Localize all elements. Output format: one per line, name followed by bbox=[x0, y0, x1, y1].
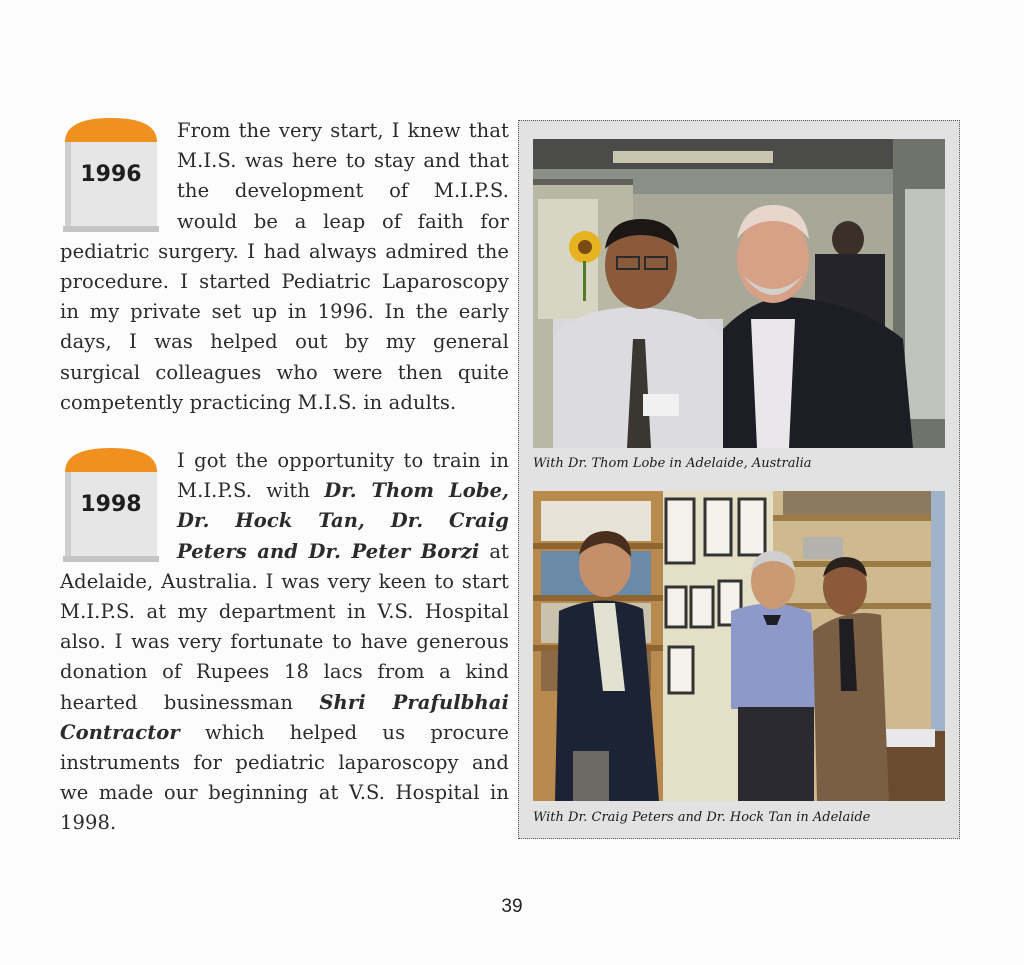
paragraph-1996 bbox=[60, 116, 509, 418]
donor-name: Shri Prafulbhai Contractor bbox=[60, 690, 509, 744]
photo-thom-lobe bbox=[533, 139, 945, 448]
milestone-year: 1996 bbox=[80, 162, 142, 187]
paragraph-1998 bbox=[60, 446, 509, 839]
paragraph-intro: I got the opportunity to train in M.I.P.S. with bbox=[177, 449, 509, 503]
trainer-names: Dr. Thom Lobe, Dr. Hock Tan, Dr. Craig Peters and Dr. Peter Borzi bbox=[177, 479, 509, 563]
photo-craig-peters-hock-tan bbox=[533, 491, 945, 801]
paragraph-middle: at Adelaide, Australia. I was very keen to start M.I.P.S. at my department in V.S. Hospital also. I was very fortunate to have generous donation of Rupees 18 lacs from a kind hearted businessman bbox=[60, 539, 509, 714]
page-number: 39 bbox=[501, 896, 523, 917]
photo-panel bbox=[518, 120, 960, 839]
paragraph-end: which helped us procure instruments for pediatric laparoscopy and we made our beginning at V.S. Hospital in 1998. bbox=[60, 720, 509, 835]
milestone-year: 1998 bbox=[80, 492, 142, 517]
photo-caption: With Dr. Craig Peters and Dr. Hock Tan in Adelaide bbox=[533, 810, 871, 825]
photo-caption: With Dr. Thom Lobe in Adelaide, Australia bbox=[533, 456, 812, 471]
paragraph-text: From the very start, I knew that M.I.S. was here to stay and that the development of M.I.P.S. would be a leap of faith for pediatric surgery. I had always admired the procedure. I started Pediatric Laparoscopy in my private set up in 1996. In the early days, I was helped out by my general surgical colleagues who were then quite competently practicing M.I.S. in adults. bbox=[60, 119, 509, 414]
